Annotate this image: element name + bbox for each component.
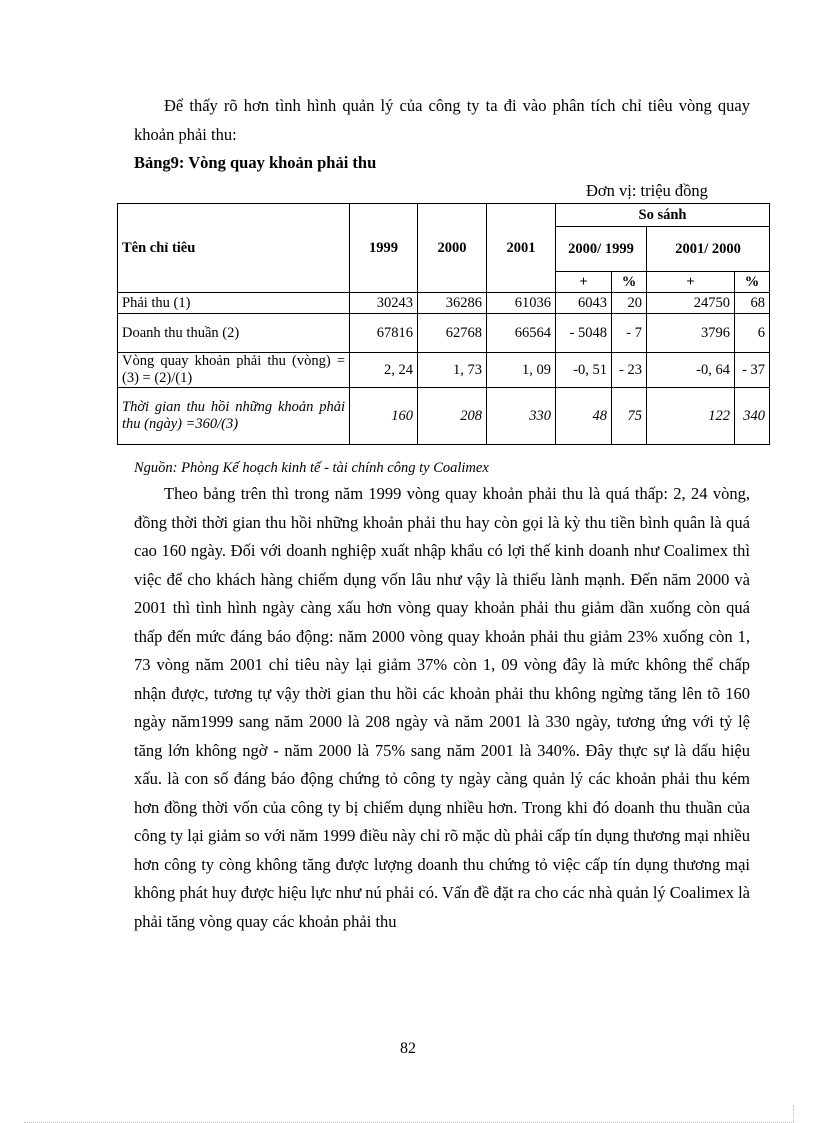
cell-2001: 66564 [487,314,556,353]
header-pct-2: % [735,272,770,293]
header-2001: 2001 [487,204,556,293]
cell-2000: 36286 [418,293,487,314]
header-plus-2: + [647,272,735,293]
cell-diff-1: 48 [556,388,612,445]
table-source: Nguồn: Phòng Kế hoạch kinh tế - tài chính công ty Coalimex [134,460,489,476]
row-label: Phải thu (1) [118,293,350,314]
header-cmp-2000-1999: 2000/ 1999 [556,227,647,272]
header-2000: 2000 [418,204,487,293]
cell-diff-1: 6043 [556,293,612,314]
body-paragraph: Theo bảng trên thì trong năm 1999 vòng quay khoản phải thu là quá thấp: 2, 24 vòng, đồng thời thời gian thu hồi những khoản phải thu hay còn gọi là kỳ thu tiền bình quân là quá cao 160 ngày. Đối với doanh nghiệp xuất nhập khẩu có lợi thế kinh doanh như Coalimex thì việc để cho khách hàng chiếm dụng vốn lâu như vậy là thiếu lành mạnh. Đến năm 2000 và 2001 thì tình hình ngày càng xấu hơn vòng quay khoản phải thu giảm dần xuống còn quá thấp đến mức đáng báo động: năm 2000 vòng quay khoản phải thu giảm 23% xuống còn 1, 73 vòng năm 2001 chỉ tiêu này lại giảm 37% còn 1, 09 vòng đây là mức không thể chấp nhận được, tương tự vậy thời gian thu hồi các khoản phải thu không ngừng tăng lên tõ 160 ngày năm1999 sang năm 2000 là 208 ngày và năm 2001 là 330 ngày, tương ứng với tỷ lệ tăng lớn không ngờ - năm 2000 là 75% sang năm 2001 là 340%. Đây thực sự là dấu hiệu xấu. là con số đáng báo động chứng tỏ công ty ngày càng quản lý các khoản phải thu kém hơn đồng thời vốn của công ty bị chiếm dụng nhiều hơn. Trong khi đó doanh thu thuần của công ty lại giảm so với năm 1999 điều này chỉ rõ mặc dù phải cấp tín dụng thương mại nhiều hơn công ty còng không tăng được lượng doanh thu chứng tỏ việc cấp tín dụng thương mại không phát huy được hiệu lực như nú phải có. Vấn đề đặt ra cho các nhà quản lý Coalimex là phải tăng vòng quay các khoản phải thu [134,484,750,931]
header-cmp-2001-2000: 2001/ 2000 [647,227,770,272]
cell-diff-2: 24750 [647,293,735,314]
table-row [118,353,770,388]
cell-pct-2: - 37 [735,353,770,388]
cell-1999: 160 [350,388,418,445]
cell-diff-1: - 5048 [556,314,612,353]
page-edge-corner [793,1105,794,1123]
table-row [118,314,770,353]
cell-pct-1: 20 [612,293,647,314]
cell-pct-2: 68 [735,293,770,314]
header-plus-1: + [556,272,612,293]
table-title: Bảng9: Vòng quay khoản phải thu [134,153,377,172]
cell-2001: 61036 [487,293,556,314]
cell-diff-1: -0, 51 [556,353,612,388]
cell-1999: 2, 24 [350,353,418,388]
cell-pct-1: 75 [612,388,647,445]
cell-2000: 62768 [418,314,487,353]
header-compare: So sánh [556,204,770,227]
cell-pct-2: 6 [735,314,770,353]
receivables-turnover-table [117,203,770,445]
unit-label: Đơn vị: triệu đồng [586,181,708,200]
cell-2000: 208 [418,388,487,445]
page-number: 82 [400,1040,416,1057]
cell-2001: 330 [487,388,556,445]
cell-diff-2: -0, 64 [647,353,735,388]
row-label: Doanh thu thuần (2) [118,314,350,353]
cell-pct-1: - 7 [612,314,647,353]
table-row [118,293,770,314]
row-label: Vòng quay khoản phải thu (vòng) = (3) = (2)/(1) [118,353,350,388]
cell-pct-2: 340 [735,388,770,445]
header-1999: 1999 [350,204,418,293]
cell-2000: 1, 73 [418,353,487,388]
header-name: Tên chỉ tiêu [118,204,350,293]
cell-diff-2: 122 [647,388,735,445]
row-label: Thời gian thu hồi những khoản phải thu (ngày) =360/(3) [118,388,350,445]
header-pct-1: % [612,272,647,293]
cell-pct-1: - 23 [612,353,647,388]
cell-diff-2: 3796 [647,314,735,353]
table-row [118,388,770,445]
intro-paragraph: Để thấy rõ hơn tình hình quản lý của công ty ta đi vào phân tích chỉ tiêu vòng quay khoản phải thu: [134,96,750,144]
cell-1999: 67816 [350,314,418,353]
cell-1999: 30243 [350,293,418,314]
cell-2001: 1, 09 [487,353,556,388]
